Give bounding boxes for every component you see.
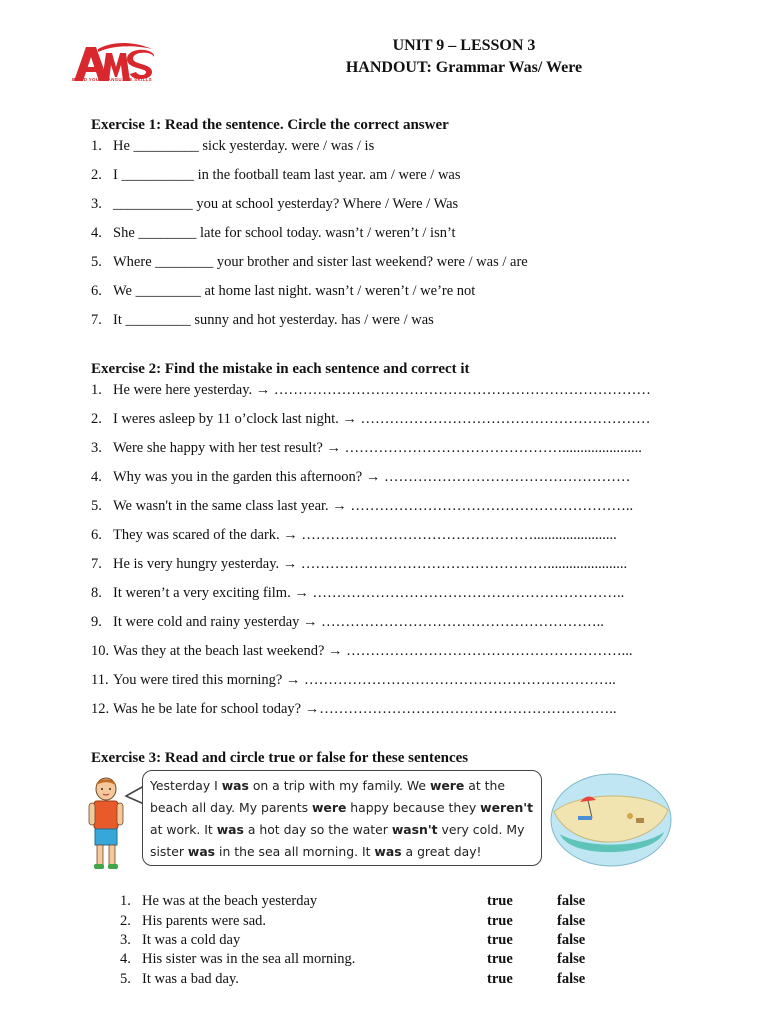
list-item: 5. We wasn't in the same class last year. → ………………………………………………….. bbox=[91, 498, 634, 514]
false-option[interactable]: false bbox=[557, 893, 586, 909]
statement: It was a bad day. bbox=[142, 971, 239, 987]
true-option[interactable]: true bbox=[487, 893, 513, 909]
list-item: 8. It weren’t a very exciting film. → ……………………………………………………….. bbox=[91, 585, 625, 601]
item-number: 3. bbox=[120, 932, 131, 948]
list-item: 1. He _________ sick yesterday. were / was / is bbox=[91, 138, 375, 154]
story-segment: a hot day so the water bbox=[243, 822, 392, 837]
list-item: 6. We _________ at home last night. wasn’t / weren’t / we’re not bbox=[91, 283, 476, 299]
story-highlight: were bbox=[429, 778, 465, 793]
story-highlight: was bbox=[221, 778, 249, 793]
story-highlight: were bbox=[311, 800, 347, 815]
logo-tagline: BUILD YOUR LANGUAGE SKILLS bbox=[72, 77, 152, 82]
story-highlight: was bbox=[187, 844, 216, 859]
item-number: 5. bbox=[120, 971, 131, 987]
false-option[interactable]: false bbox=[557, 913, 586, 929]
true-option[interactable]: true bbox=[487, 971, 513, 987]
list-item: 6. They was scared of the dark. → …………………………………………....................... bbox=[91, 527, 617, 543]
list-item: 7. He is very hungry yesterday. → ……………………………………………...................... bbox=[91, 556, 628, 572]
beach-illustration bbox=[550, 772, 672, 868]
false-option[interactable]: false bbox=[557, 971, 586, 987]
story-highlight: was bbox=[216, 822, 244, 837]
true-false-row bbox=[120, 971, 620, 991]
exercise1-title: Exercise 1: Read the sentence. Circle the correct answer bbox=[91, 117, 449, 133]
item-number: 4. bbox=[120, 951, 131, 967]
true-false-row bbox=[120, 951, 620, 971]
story-segment: a great day! bbox=[401, 844, 482, 859]
story-segment: very cold. My sister bbox=[150, 822, 525, 859]
item-number: 1. bbox=[120, 893, 131, 909]
list-item: 12. Was he be late for school today? →…………………………………………………….. bbox=[91, 701, 617, 717]
item-number: 2. bbox=[120, 913, 131, 929]
story-highlight: was bbox=[374, 844, 402, 859]
true-option[interactable]: true bbox=[487, 913, 513, 929]
true-false-row bbox=[120, 913, 620, 933]
list-item: 3. Were she happy with her test result? → ………………………………………...................... bbox=[91, 440, 642, 456]
story-segment: at work. It bbox=[150, 822, 217, 837]
list-item: 10. Was they at the beach last weekend? → …………………………………………………... bbox=[91, 643, 633, 659]
story-segment: on a trip with my family. We bbox=[248, 778, 430, 793]
exercise2-title: Exercise 2: Find the mistake in each sentence and correct it bbox=[91, 361, 470, 377]
list-item: 4. She ________ late for school today. wasn’t / weren’t / isn’t bbox=[91, 225, 456, 241]
handout-title: HANDOUT: Grammar Was/ Were bbox=[345, 59, 583, 76]
false-option[interactable]: false bbox=[557, 951, 586, 967]
list-item: 7. It _________ sunny and hot yesterday. has / were / was bbox=[91, 312, 434, 328]
exercise3-title: Exercise 3: Read and circle true or false for these sentences bbox=[91, 750, 469, 766]
story-text bbox=[150, 775, 538, 863]
story-segment: happy because they bbox=[346, 800, 481, 815]
list-item: 2. I __________ in the football team last year. am / were / was bbox=[91, 167, 461, 183]
unit-title: UNIT 9 – LESSON 3 bbox=[392, 37, 536, 54]
list-item: 1. He were here yesterday. → …………………………………………………………………… bbox=[91, 382, 651, 398]
story-highlight: weren't bbox=[480, 800, 534, 815]
story-segment: in the sea all morning. It bbox=[215, 844, 375, 859]
story-highlight: wasn't bbox=[391, 822, 438, 837]
true-option[interactable]: true bbox=[487, 951, 513, 967]
list-item: 4. Why was you in the garden this afternoon? → …………………………………………… bbox=[91, 469, 631, 485]
list-item: 11. You were tired this morning? → ……………………………………………………….. bbox=[91, 672, 616, 688]
statement: He was at the beach yesterday bbox=[142, 893, 318, 909]
true-false-row bbox=[120, 932, 620, 952]
statement: It was a cold day bbox=[142, 932, 241, 948]
story-segment: at the beach all day. My parents bbox=[150, 778, 505, 815]
list-item: 9. It were cold and rainy yesterday → ………………………………………………….. bbox=[91, 614, 604, 630]
statement: His sister was in the sea all morning. bbox=[142, 951, 356, 967]
list-item: 2. I weres asleep by 11 o’clock last night. → …………………………………………………… bbox=[91, 411, 651, 427]
story-segment: Yesterday I bbox=[150, 778, 222, 793]
statement: His parents were sad. bbox=[142, 913, 267, 929]
list-item: 3. ___________ you at school yesterday? Where / Were / Was bbox=[91, 196, 459, 212]
boy-illustration bbox=[84, 774, 128, 874]
true-false-row bbox=[120, 893, 620, 913]
true-option[interactable]: true bbox=[487, 932, 513, 948]
false-option[interactable]: false bbox=[557, 932, 586, 948]
list-item: 5. Where ________ your brother and sister last weekend? were / was / are bbox=[91, 254, 528, 270]
